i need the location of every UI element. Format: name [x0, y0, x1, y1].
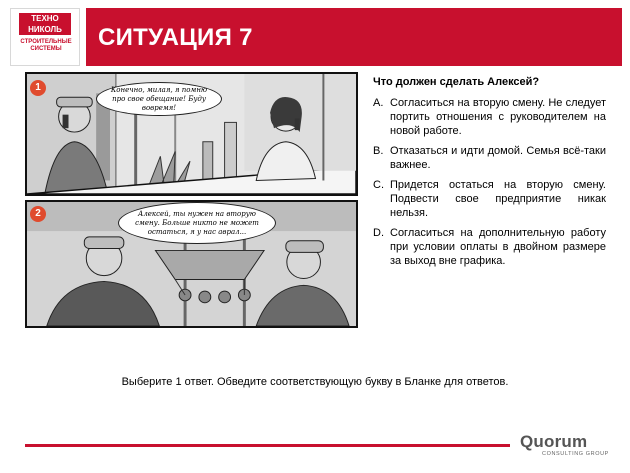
answer-text: Отказаться и идти домой. Семья всё-таки важнее. [390, 145, 606, 171]
answer-list [373, 96, 606, 274]
footer-divider [25, 444, 510, 447]
answer-letter: B. [373, 145, 384, 157]
panel-number-badge-2: 2 [30, 206, 46, 222]
logo-mark [19, 13, 71, 35]
quorum-brand: Quorum [520, 432, 588, 451]
answer-text: Согласиться на дополнительную работу при условии оплаты в двойном размере за выход вне графика. [390, 227, 606, 267]
company-logo [10, 8, 80, 66]
answer-option-b[interactable] [373, 144, 606, 172]
logo-tagline: СТРОИТЕЛЬНЫЕ СИСТЕМЫ [20, 39, 72, 52]
panel-number-badge-1: 1 [30, 80, 46, 96]
answer-text: Согласиться на вторую смену. Не следует портить отношения с руководителем на новой работе. [390, 97, 606, 137]
logo-line-1: ТЕХНО [31, 14, 59, 23]
quorum-logo [520, 432, 620, 457]
speech-bubble-1: Конечно, милая, я помню про свое обещание! Буду вовремя! [96, 82, 222, 116]
logo-line-2: НИКОЛЬ [28, 25, 62, 34]
instruction-text: Выберите 1 ответ. Обведите соответствующую букву в Бланке для ответов. [121, 376, 509, 388]
answer-option-d[interactable] [373, 226, 606, 268]
question-title: Что должен сделать Алексей? [373, 76, 540, 88]
answer-text: Придется остаться на вторую смену. Подвести свое предприятие никак нельзя. [390, 179, 606, 219]
answer-option-c[interactable] [373, 178, 606, 220]
speech-bubble-2: Алексей, ты нужен на вторую смену. Больше никто не может остаться, я у нас аврал... [118, 202, 276, 244]
answer-option-a[interactable] [373, 96, 606, 138]
answer-letter: C. [373, 179, 384, 191]
answer-letter: A. [373, 97, 384, 109]
title-bar [86, 8, 622, 66]
quorum-tagline: CONSULTING GROUP [542, 451, 609, 457]
answer-letter: D. [373, 227, 384, 239]
page-title: СИТУАЦИЯ 7 [98, 24, 253, 51]
